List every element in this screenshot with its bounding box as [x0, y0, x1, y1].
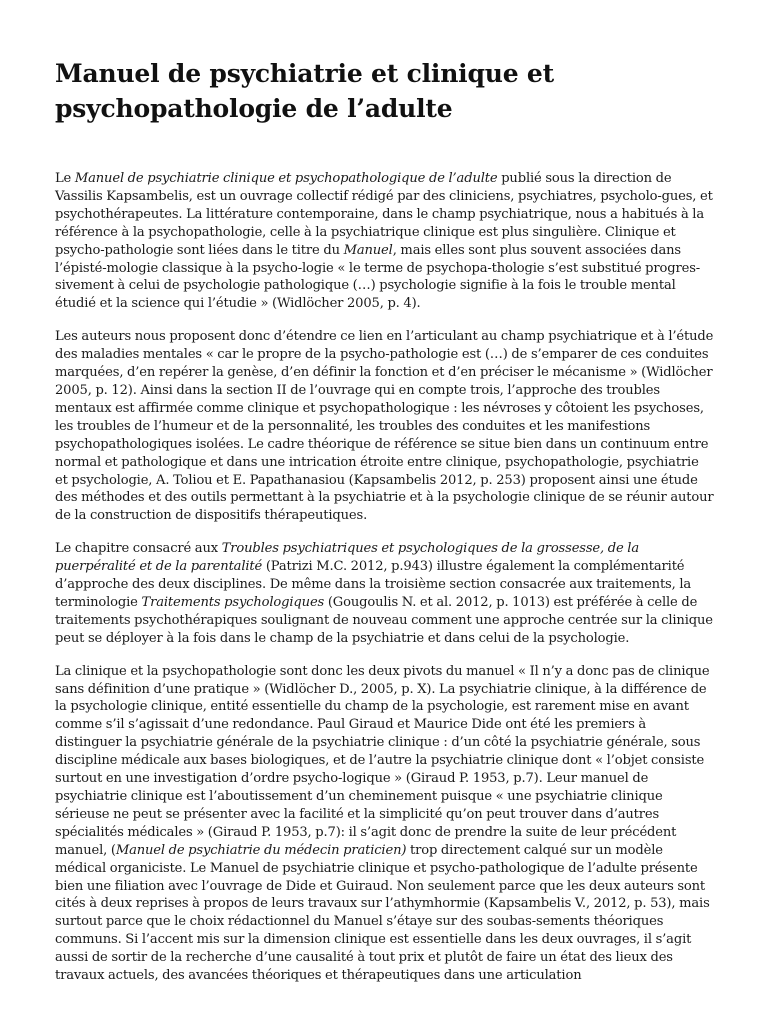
paragraph-1-italic-book-title: Manuel de psychiatrie clinique et psychopathologique de l’adulte — [74, 171, 498, 186]
paragraph-1-italic-manuel: Manuel — [343, 242, 393, 258]
paragraph-3 — [55, 540, 715, 647]
paragraph-3-italic-traitements: Traitements psychologiques — [141, 594, 325, 610]
paragraph-4-text-a: La clinique et la psychopathologie sont donc les deux pivots du manuel « Il n’y a donc pas de clinique sans définition d’une pratique » (Widlöcher D., 2005, p. X). La psychiatrie clinique, à la différence de la psychologie clinique, entité essentielle du champ de la psychologie, est rarement mise en avant comme s’il s’agissait d’une redondance. Paul Giraud et Maurice Dide ont été les premiers à distinguer la psychiatrie générale de la psychiatrie clinique : d’un côté la psychiatrie générale, sous discipline médicale aux bases biologiques, et de l’autre la psychiatrie clinique dont « l’objet consiste surtout en une investigation d’ordre psycho-logique » (Giraud P. 1953, p.7). Leur manuel de psychiatrie clinique est l’aboutissement d’un cheminement puisque « une psychiatrie clinique sérieuse ne peut se présenter avec la facilité et la simplicité qu’on peut trouver dans d’autres spécialités médicales » (Giraud P. 1953, p.7): il s’agit donc de prendre la suite de leur précédent manuel, ( — [55, 663, 710, 858]
paragraph-3-text-b: (Patrizi M.C. 2012, p.943) illustre également la complémentarité d’approche des deux disciplines. De même dans la troisième section consacrée aux traitements, la terminologie — [55, 559, 692, 610]
paragraph-1-text-a: Le — [55, 171, 75, 186]
document-page — [55, 56, 715, 1000]
paragraph-1-text-c: , mais elles sont plus souvent associées dans l’épisté-mologie classique à la psycho-logie « le terme de psychopa-thologie s’est substitué progres-sivement à celui de psychologie pathologique (…) psychologie signifie à la fois le trouble mental étudié et la science qui l’étudie » (Widlöcher 2005, p. 4). — [55, 242, 701, 312]
paragraph-2: Les auteurs nous proposent donc d’étendre ce lien en l’articulant au champ psychiatrique et à l’étude des maladies mentales « car le propre de la psycho-pathologie est (…) de s’emparer de ces conduites marquées, d’en repérer la genèse, d’en définir la fonction et d’en préciser le mécanisme » (Widlöcher 2005, p. 12). Ainsi dans la section II de l’ouvrage qui en compte trois, l’approche des troubles mentaux est affirmée comme clinique et psychopathologique : les névroses y côtoient les psychoses, les troubles de l’humeur et de la personnalité, les troubles des conduites et les manifestions psychopathologiques isolées. Le cadre théorique de référence se situe bien dans un continuum entre normal et pathologique et dans une intrication étroite entre clinique, psychopathologie, psychiatrie et psychologie, A. Toliou et E. Papathanasiou (Kapsambelis 2012, p. 253) proposent ainsi une étude des méthodes et des outils permettant à la psychiatrie et à la psychologie clinique de se réunir autour de la construction de dispositifs thérapeutiques. — [55, 329, 714, 524]
page-title: Manuel de psychiatrie et clinique et psychopathologie de l’adulte — [55, 59, 554, 123]
paragraph-4-text-b: trop directement calqué sur un modèle médical organiciste. Le Manuel de psychiatrie clinique et psycho-pathologique de l’adulte présente bien une filiation avec l’ouvrage de Dide et Guiraud. Non seulement parce que les deux auteurs sont cités à deux reprises à propos de leurs travaux sur l’athymhormie (Kapsambelis V., 2012, p. 53), mais surtout parce que le choix rédactionnel du Manuel s’étaye sur des soubas-sements théoriques communs. Si l’accent mis sur la dimension clinique est essentielle dans les deux ouvrages, il s’agit aussi de sortir de la recherche d’une causalité à tout prix et plutôt de faire un état des lieux des travaux actuels, des avancées théoriques et thérapeutiques dans une articulation — [55, 842, 710, 984]
paragraph-3-italic-chapter-title: Troubles psychiatriques et psychologiques de la grossesse, de la puerpéralité et de la parentalité — [55, 541, 639, 575]
paragraph-1 — [55, 170, 715, 313]
paragraph-4-italic-manuel-praticien: Manuel de psychiatrie du médecin praticien) — [115, 842, 407, 858]
paragraph-4 — [55, 663, 715, 985]
paragraph-1-text-b: publié sous la direction de Vassilis Kapsambelis, est un ouvrage collectif rédigé par des cliniciens, psychiatres, psycholo-gues, et psychothérapeutes. La littérature contemporaine, dans le champ psychiatrique, nous a habitués à la référence à la psychopathologie, celle à la psychiatrique clinique est plus singulière. Clinique et psycho-pathologie sont liées dans le titre du — [55, 171, 713, 258]
paragraph-3-text-c: (Gougoulis N. et al. 2012, p. 1013) est préférée à celle de traitements psychothérapiques soulignant de nouveau comment une approche centrée sur la clinique peut se déployer à la fois dans le champ de la psychiatrie et dans celui de la psychologie. — [55, 594, 713, 646]
paragraph-3-text-a: Le chapitre consacré aux — [55, 541, 222, 557]
